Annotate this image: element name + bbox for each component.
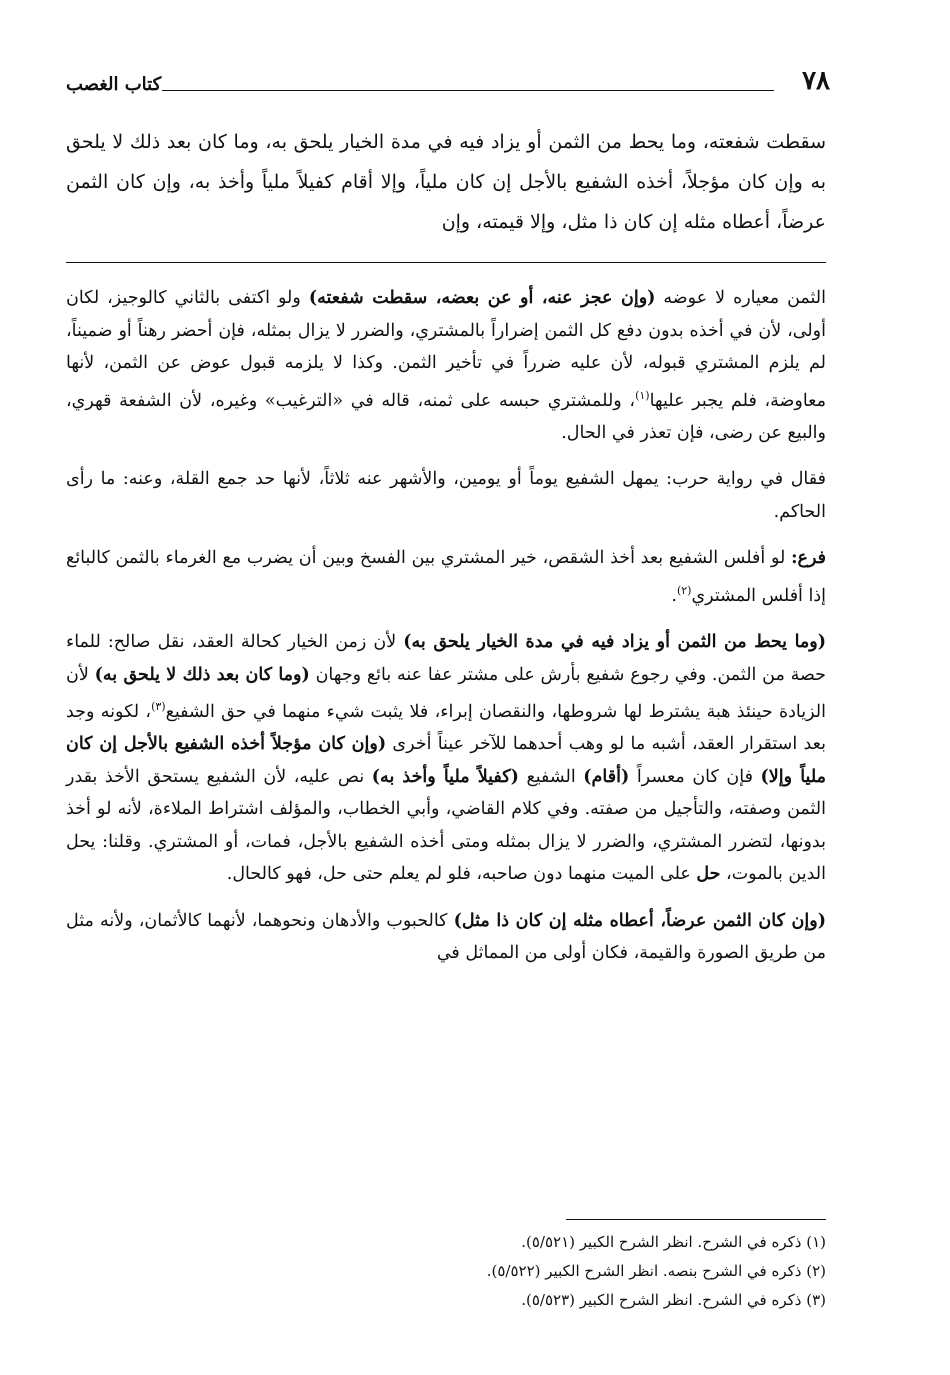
footnote-item: (٣) ذكره في الشرح. انظر الشرح الكبير (٥/٥٢٣). (521, 1291, 826, 1309)
footnote-ref: (٣) (151, 700, 166, 714)
text-run: نص عليه، لأن الشفيع يستحق الأخذ بقدر الثمن وصفته، والتأجيل من صفته. وفي كلام القاضي، وأبي الخطاب، والمؤلف اشتراط الملاءة، لأنه لو أخذ بدونها، لتضرر المشتري، والضرر لا يزال بمثله ومتى أخذه الشفيع بالأجل، فمات، أو المشتري. وقلنا: يحل الدين بالموت، (66, 766, 826, 885)
footnote-item: (٢) ذكره في الشرح بنصه. انظر الشرح الكبير (٥/٥٢٢). (486, 1262, 826, 1280)
quoted-matn: (وإن عجز عنه، أو عن بعضه، سقطت شفعته) (308, 288, 656, 308)
text-run: الشفيع (518, 766, 584, 787)
text-run: كالحبوب والأدهان ونحوهما، لأنهما كالأثمان، ولأنه مثل من طريق الصورة والقيمة، فكان أولى من المماثل في (66, 910, 826, 964)
quoted-matn: (وما كان بعد ذلك لا يلحق به) (94, 664, 310, 685)
text-run: لأن زمن الخيار كحالة العقد، نقل صالح: للماء حصة من الثمن. وفي رجوع شفيع بأرش على مشتر عفا عنه بائع وجهان (66, 632, 826, 685)
footnote-ref: (٢) (676, 583, 692, 597)
text-run: فإن كان معسراً (629, 766, 761, 787)
main-separator (66, 262, 826, 263)
footnote-ref: (١) (635, 388, 650, 402)
commentary-paragraph (66, 282, 826, 449)
quoted-matn: (أقام) (583, 766, 630, 787)
text-run: ، وللمشتري حبسه على ثمنه، قاله في «الترغيب» وغيره، لأن الشفعة قهري، والبيع عن رضى، فإن تعذر في الحال. (66, 390, 826, 443)
quoted-matn: (كفيلاً ملياً وأخذ به) (371, 766, 519, 787)
footnotes (66, 1228, 826, 1315)
quoted-matn: (وإن كان الثمن عرضاً، أعطاه مثله إن كان ذا مثل) (453, 910, 826, 931)
branch-label: فرع: (791, 548, 826, 569)
text-run: . (671, 585, 677, 606)
running-title: كتاب الغصب (66, 74, 162, 95)
commentary-paragraph (66, 905, 826, 970)
text-run: الثمن معياره لا عوضه (655, 288, 826, 308)
commentary-paragraph: فقال في رواية حرب: يمهل الشفيع يوماً أو يومين، والأشهر عنه ثلاثاً، لأنها حد جمع القلة، وعنه: ما رأى الحاكم. (66, 469, 826, 522)
quoted-matn: (وإن كان مؤجلاً أخذه الشفيع بالأجل إن كان ملياً وإلا) (66, 734, 826, 787)
quoted-matn: (وما يحط من الثمن أو يزاد فيه في مدة الخيار يلحق به) (403, 632, 827, 653)
text-run: لأن الزيادة حينئذ هبة يشترط لها شروطها، والنقصان إبراء، فلا يثبت شيء منهما في حق الشفيع (66, 664, 826, 722)
quoted-matn: حل (696, 864, 721, 885)
footnote-separator (566, 1219, 826, 1220)
text-run: ، لكونه وجد بعد استقرار العقد، أشبه ما لو وهب أحدهما للآخر عيناً أخرى (66, 701, 826, 755)
commentary (66, 282, 826, 984)
text-run: لو أفلس الشفيع بعد أخذ الشقص، خير المشتري بين الفسخ وبين أن يضرب مع الغرماء بالثمن كالبائع إذا أفلس المشتري (66, 548, 826, 606)
page-header (66, 66, 830, 100)
text-run: على الميت منهما دون صاحبه، فلو لم يعلم حتى حل، فهو كالحال. (226, 864, 697, 885)
main-text: سقطت شفعته، وما يحط من الثمن أو يزاد فيه في مدة الخيار يلحق به، وما كان بعد ذلك لا يلحق به وإن كان مؤجلاً، أخذه الشفيع بالأجل إن كان ملياً، وإلا أقام كفيلاً ملياً وأخذ به، وإن كان الثمن عرضاً، أعطاه مثله إن كان ذا مثل، وإلا قيمته، وإن (66, 131, 826, 233)
commentary-paragraph (66, 542, 826, 612)
text-run: ولو اكتفى بالثاني كالوجيز، لكان أولى، لأن في أخذه بدون دفع كل الثمن إضراراً بالمشتري، والضرر لا يزال بمثله، فإن أحضر رهناً أو ضميناً، لم يلزم المشتري قبوله، لأن عليه ضرراً في تأخير الثمن. وكذا لا يلزمه قبول عوض عن الثمن، لأنها معاوضة، فلم يجبر عليها (66, 288, 826, 411)
header-rule (162, 90, 774, 91)
page-number: ٧٨ (802, 66, 830, 96)
footnote-item: (١) ذكره في الشرح. انظر الشرح الكبير (٥/٥٢١). (521, 1233, 826, 1251)
commentary-paragraph (66, 626, 826, 891)
